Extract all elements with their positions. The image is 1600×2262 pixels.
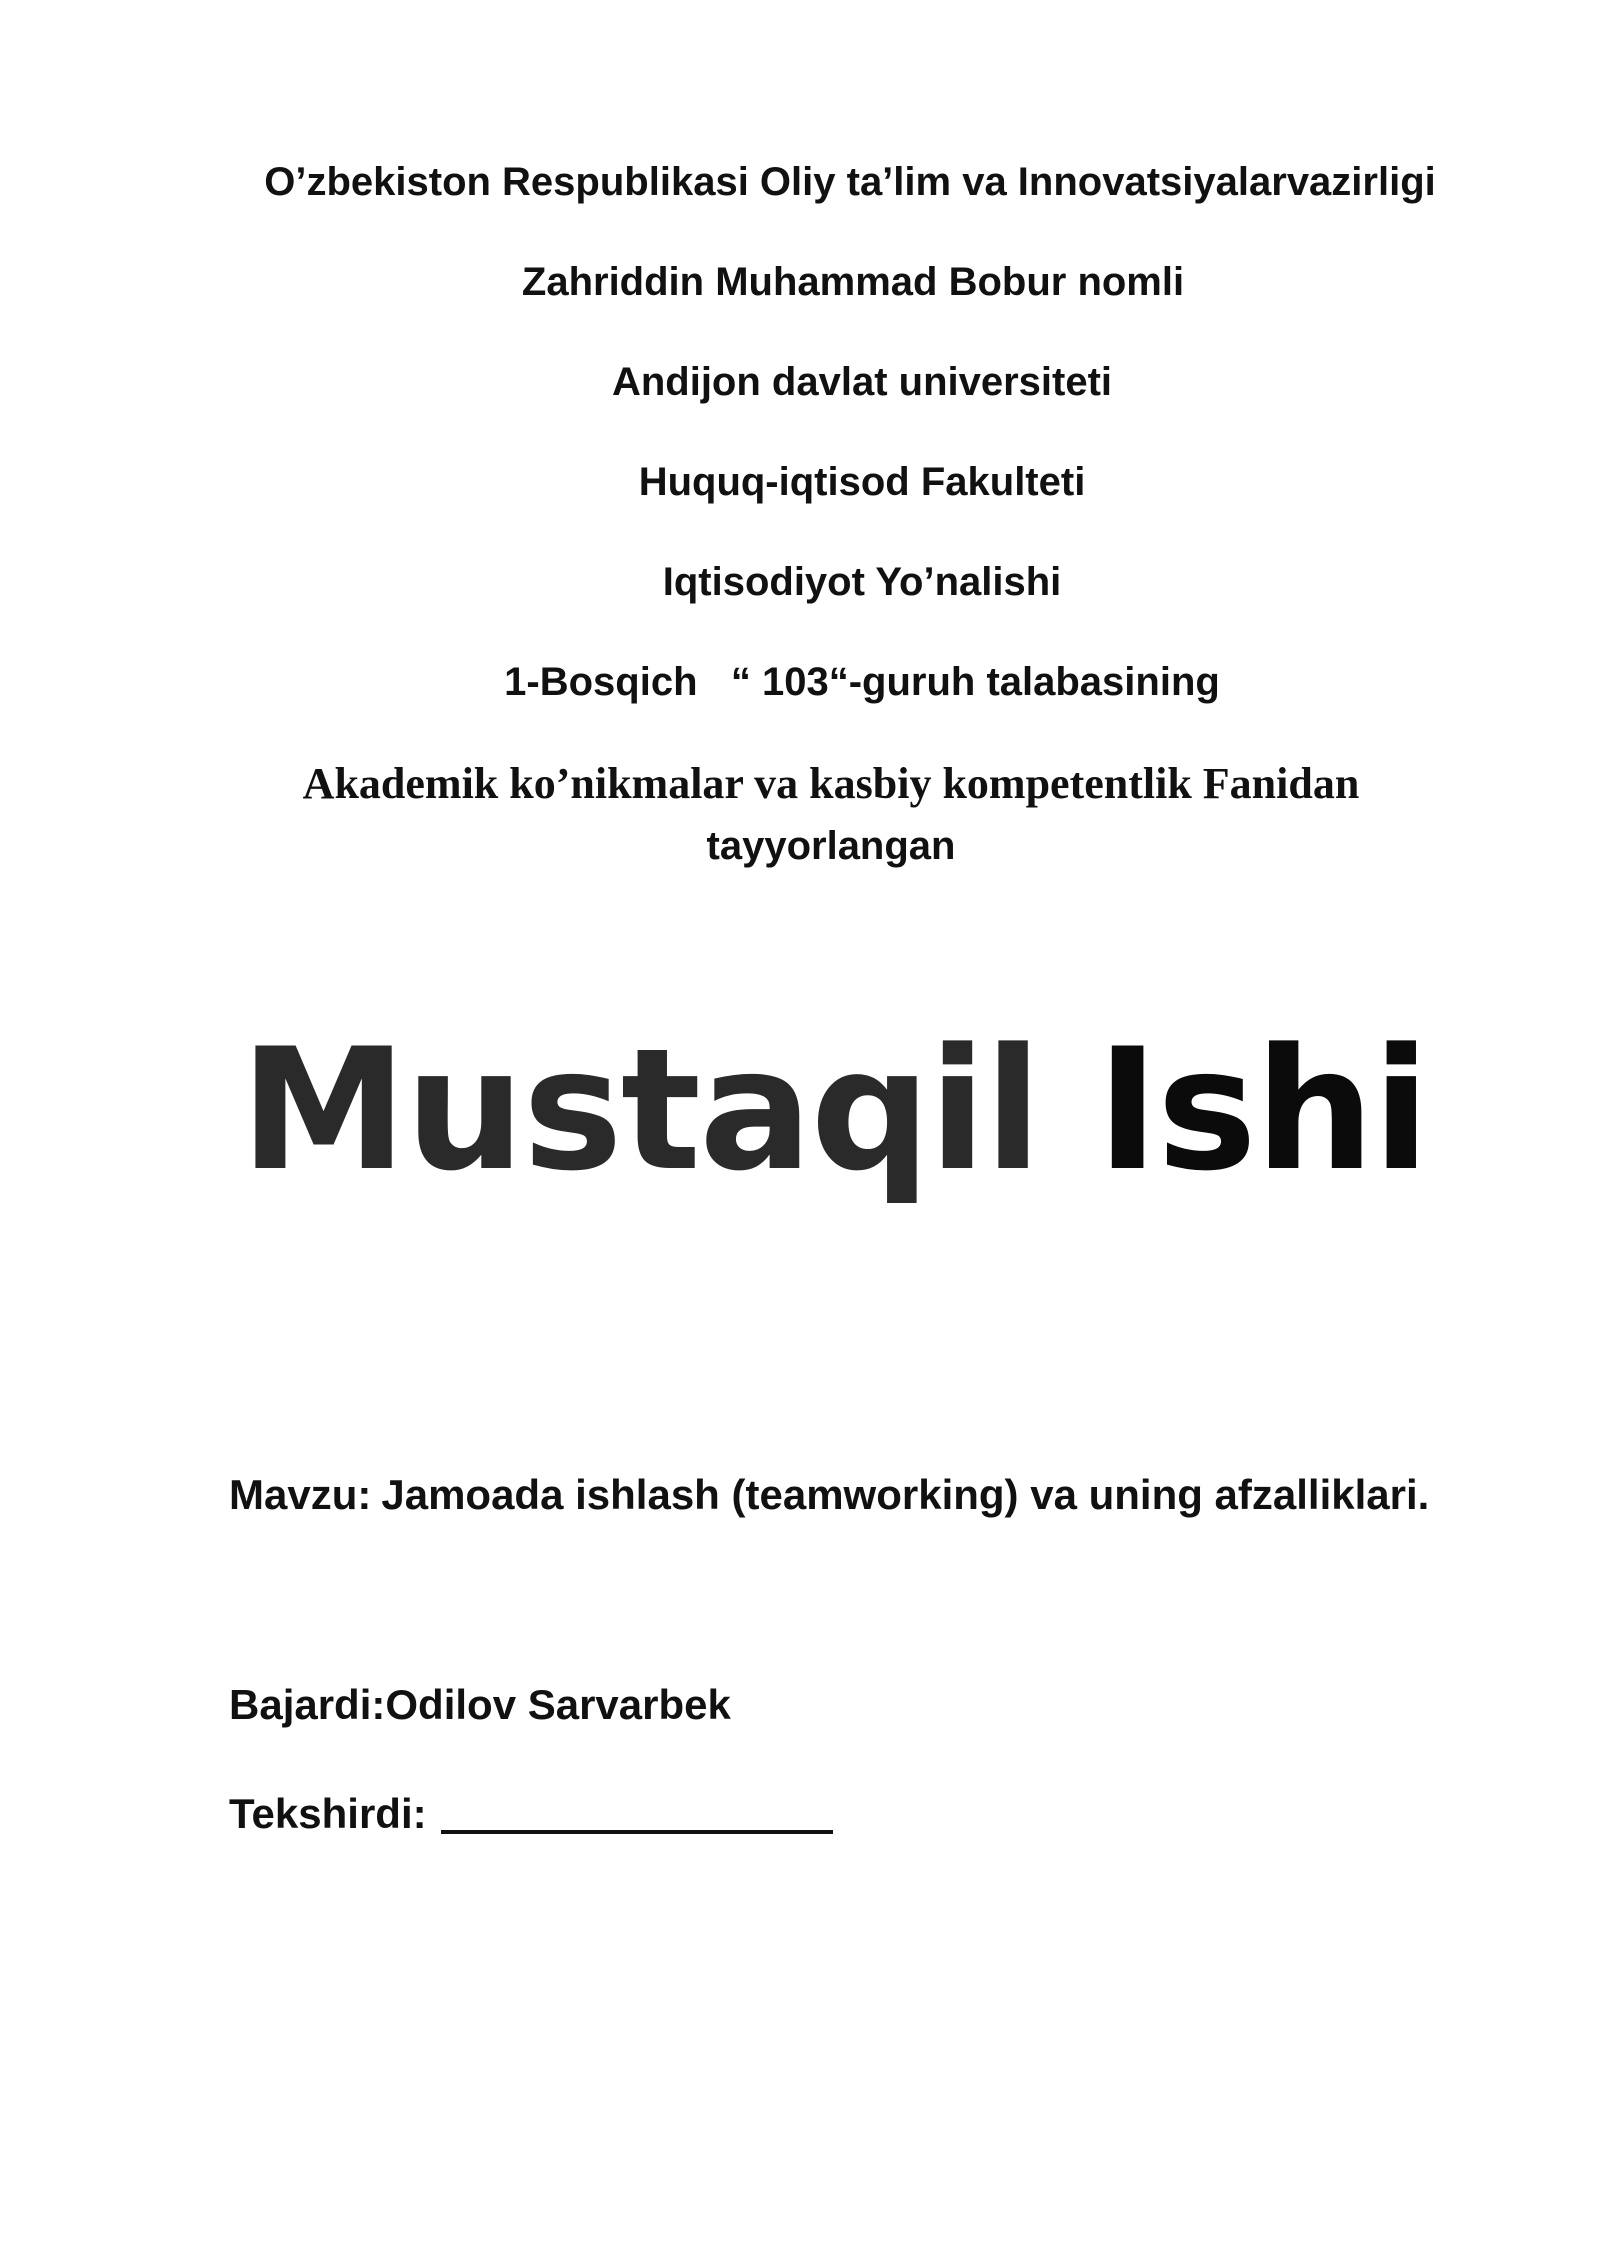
- performed-by-value: Odilov Sarvarbek: [385, 1681, 731, 1728]
- title-word-mustaqil: Mustaqil: [240, 1012, 1040, 1208]
- direction-name: Iqtisodiyot Yo’nalishi: [662, 560, 1062, 604]
- university-named-after: Zahriddin Muhammad Bobur nomli: [521, 260, 1185, 304]
- document-title: [240, 1010, 1428, 1210]
- checked-by-blank-field: [441, 1790, 833, 1834]
- subject-text: Akademik ko’nikmalar va kasbiy kompetentlik Fanidan: [302, 759, 1360, 808]
- title-word-ishi: Ishi: [1096, 1012, 1429, 1208]
- university-name: Andijon davlat universiteti: [611, 360, 1113, 404]
- checked-by-label: Tekshirdi:: [229, 1790, 427, 1837]
- performed-by-label: Bajardi:: [229, 1681, 386, 1728]
- topic-label: Mavzu:: [229, 1471, 372, 1518]
- topic-line: [229, 1470, 1429, 1520]
- subject-line: [0, 758, 1600, 810]
- subject-line-2: [0, 822, 1600, 870]
- checked-by-line: [229, 1784, 833, 1839]
- subject-prepared-text: tayyorlangan: [706, 824, 956, 868]
- performed-by-line: [229, 1680, 731, 1730]
- group-info: 1-Bosqich “ 103“-guruh talabasining: [504, 660, 1220, 704]
- topic-value: Jamoada ishlash (teamworking) va uning afzalliklari.: [381, 1471, 1430, 1518]
- ministry-heading: O’zbekiston Respublikasi Oliy ta’lim va Innovatsiyalarvazirligi: [264, 160, 1436, 204]
- faculty-name: Huquq-iqtisod Fakulteti: [638, 460, 1086, 504]
